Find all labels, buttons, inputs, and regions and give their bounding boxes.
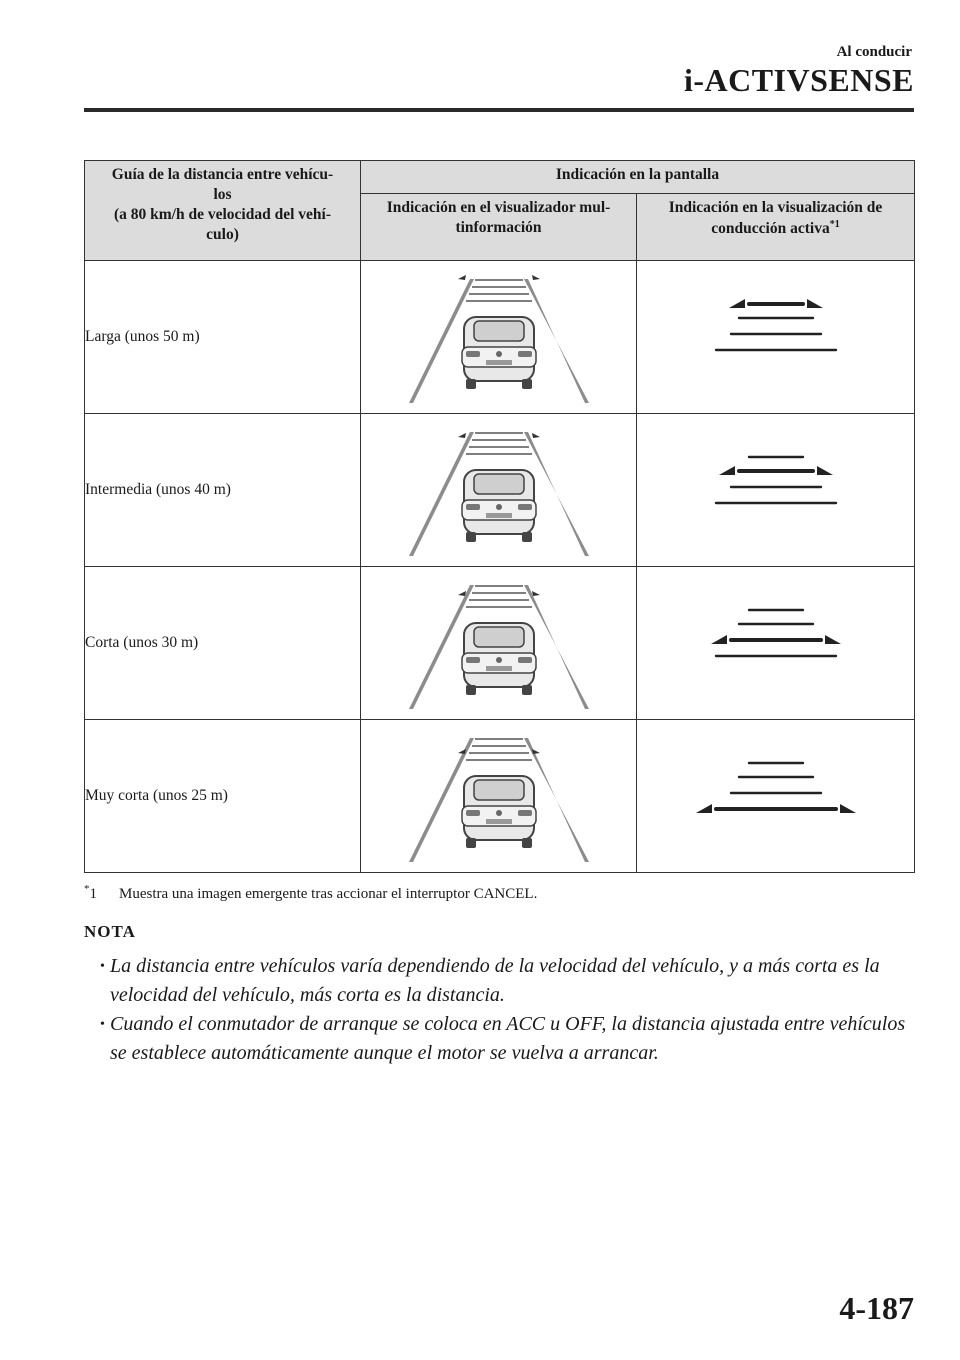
marker-left-icon (711, 635, 727, 644)
multi-info-distance-illustration (404, 420, 594, 560)
marker-left-icon (458, 433, 466, 438)
active-driving-distance-illustration (676, 741, 876, 851)
distance-label: Larga (unos 50 m) (85, 261, 361, 414)
multi-info-distance-illustration (404, 726, 594, 866)
vehicle-rear-icon (462, 623, 536, 695)
section-title: Al conducir (836, 44, 912, 60)
nota-item-text: La distancia entre vehículos varía dependiendo de la velocidad del vehículo, y a más corta es la velocidad del vehículo, más corta es la distancia. (110, 955, 880, 1006)
col-header-active-driving-display (637, 194, 915, 261)
page-number: 4-187 (839, 1290, 914, 1326)
header-line: (a 80 km/h de velocidad del vehí- (113, 206, 331, 224)
marker-right-icon (840, 804, 856, 813)
nota-list (100, 952, 920, 1068)
active-driving-cell (637, 720, 915, 873)
chapter-title: i-ACTIVSENSE (683, 62, 914, 98)
nota-item (100, 952, 920, 1010)
bullet-icon: • (100, 959, 105, 974)
header-divider (84, 108, 914, 112)
distance-guide-table (84, 160, 915, 873)
col-header-display-group: Indicación en la pantalla (361, 161, 915, 194)
active-driving-cell (637, 567, 915, 720)
marker-right-icon (532, 591, 540, 596)
header-line: Indicación en la visualización de (668, 199, 883, 216)
marker-right-icon (825, 635, 841, 644)
marker-right-icon (817, 466, 833, 475)
header-line: Indicación en el visualizador mul- (386, 199, 611, 216)
multi-info-cell (361, 261, 637, 414)
bullet-icon: • (100, 1017, 105, 1032)
distance-row (85, 720, 915, 873)
vehicle-rear-icon (462, 470, 536, 542)
multi-info-cell (361, 720, 637, 873)
multi-info-distance-illustration (404, 267, 594, 407)
marker-left-icon (719, 466, 735, 475)
distance-label: Corta (unos 30 m) (85, 567, 361, 720)
header-line: los (213, 186, 232, 204)
multi-info-cell (361, 567, 637, 720)
marker-left-icon (458, 749, 466, 754)
active-driving-cell (637, 414, 915, 567)
marker-left-icon (458, 275, 466, 280)
active-driving-distance-illustration (676, 588, 876, 698)
footnote-ref: *1 (829, 219, 840, 231)
active-driving-distance-illustration (676, 435, 876, 545)
col-header-distance-guide (85, 161, 361, 261)
distance-row (85, 567, 915, 720)
marker-right-icon (532, 275, 540, 280)
nota-title: NOTA (84, 922, 136, 941)
header-line: conducción activa (711, 220, 830, 238)
marker-right-icon (532, 749, 540, 754)
header-line: Guía de la distancia entre vehícu- (111, 166, 334, 183)
active-driving-cell (637, 261, 915, 414)
marker-right-icon (807, 299, 823, 308)
marker-left-icon (458, 591, 466, 596)
multi-info-cell (361, 414, 637, 567)
col-header-multi-info-display (361, 194, 637, 261)
marker-left-icon (696, 804, 712, 813)
active-driving-distance-illustration (676, 282, 876, 392)
distance-label: Muy corta (unos 25 m) (85, 720, 361, 873)
footnote-text: Muestra una imagen emergente tras accionar el interruptor CANCEL. (119, 886, 538, 902)
footnote-asterisk: * (84, 883, 90, 895)
header-line: culo) (206, 226, 239, 244)
nota-item (100, 1010, 920, 1068)
marker-right-icon (532, 433, 540, 438)
distance-row (85, 414, 915, 567)
multi-info-distance-illustration (404, 573, 594, 713)
nota-item-text: Cuando el conmutador de arranque se coloca en ACC u OFF, la distancia ajustada entre vehículos se establece automáticamente aunque el motor se vuelva a arrancar. (110, 1013, 906, 1064)
header-line: tinformación (455, 219, 542, 237)
distance-row (85, 261, 915, 414)
vehicle-rear-icon (462, 776, 536, 848)
footnote (84, 883, 537, 903)
footnote-number: 1 (89, 886, 97, 902)
marker-left-icon (729, 299, 745, 308)
vehicle-rear-icon (462, 317, 536, 389)
distance-label: Intermedia (unos 40 m) (85, 414, 361, 567)
